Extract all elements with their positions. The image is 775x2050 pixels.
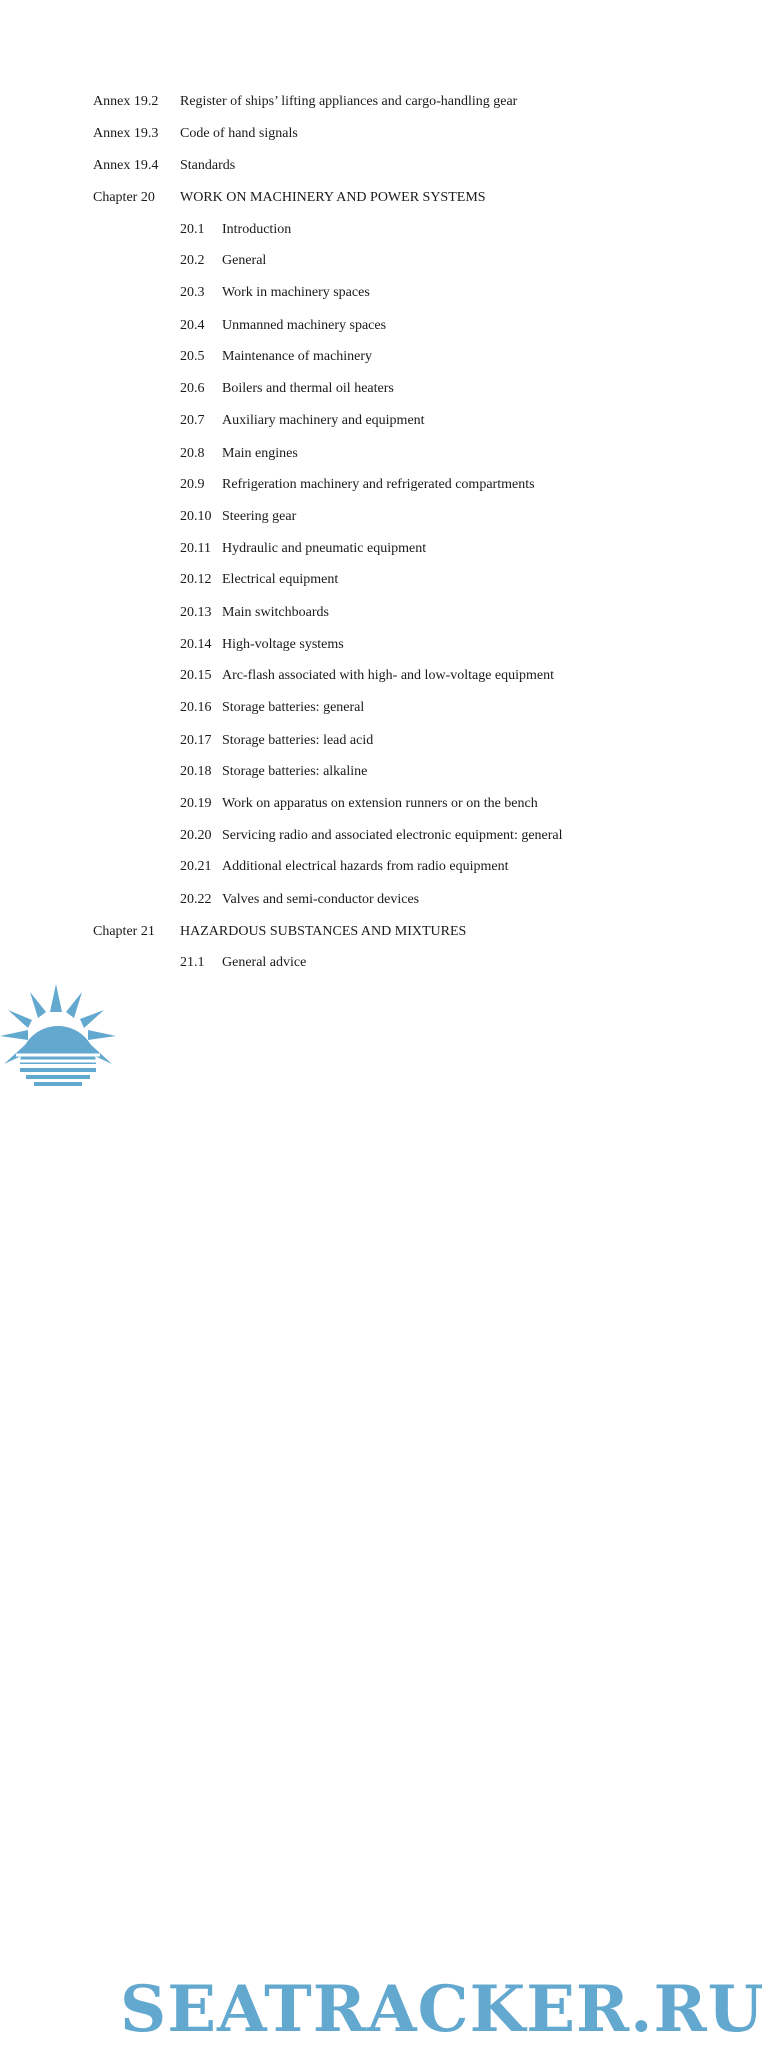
section-number: 20.3 xyxy=(180,285,205,300)
section-number: 20.10 xyxy=(180,509,212,524)
section-title: Valves and semi-conductor devices xyxy=(222,892,420,907)
section-number: 20.4 xyxy=(180,318,205,333)
entry-label: Annex 19.4 xyxy=(93,158,159,173)
section-title: Storage batteries: general xyxy=(222,700,365,715)
section-title: Work on apparatus on extension runners or on the bench xyxy=(222,796,538,811)
sun-logo-icon xyxy=(0,982,120,1095)
section-number: 20.21 xyxy=(180,859,212,874)
section-title: Servicing radio and associated electronic equipment: general xyxy=(222,828,563,843)
entry-title: Standards xyxy=(180,158,236,173)
section-title: Main switchboards xyxy=(222,605,329,620)
entry-label: Annex 19.3 xyxy=(93,126,159,141)
section-title: General advice xyxy=(222,955,307,970)
section-number: 20.2 xyxy=(180,253,205,268)
section-number: 20.12 xyxy=(180,572,212,587)
section-number: 20.1 xyxy=(180,222,205,237)
section-number: 20.11 xyxy=(180,541,211,556)
section-number: 20.9 xyxy=(180,477,205,492)
section-title: Work in machinery spaces xyxy=(222,285,370,300)
section-number: 21.1 xyxy=(180,955,205,970)
entry-title: Register of ships’ lifting appliances and cargo-handling gear xyxy=(180,94,518,109)
watermark-text: SEATRACKER.RU xyxy=(120,1972,765,2047)
section-title: Additional electrical hazards from radio equipment xyxy=(222,859,509,874)
section-number: 20.20 xyxy=(180,828,212,843)
entry-label: Annex 19.2 xyxy=(93,94,159,109)
section-title: Refrigeration machinery and refrigerated compartments xyxy=(222,477,535,492)
section-title: Electrical equipment xyxy=(222,572,339,587)
section-number: 20.19 xyxy=(180,796,212,811)
entry-label: Chapter 20 xyxy=(93,190,155,205)
section-number: 20.18 xyxy=(180,764,212,779)
section-title: Main engines xyxy=(222,446,298,461)
section-number: 20.13 xyxy=(180,605,212,620)
section-title: Maintenance of machinery xyxy=(222,349,373,364)
section-title: Introduction xyxy=(222,222,292,237)
section-number: 20.8 xyxy=(180,446,205,461)
watermark-banner xyxy=(0,982,775,2047)
section-title: General xyxy=(222,253,267,268)
entry-title: WORK ON MACHINERY AND POWER SYSTEMS xyxy=(180,190,486,205)
section-number: 20.17 xyxy=(180,733,212,748)
entry-title: Code of hand signals xyxy=(180,126,298,141)
section-title: Unmanned machinery spaces xyxy=(222,318,387,333)
section-title: Hydraulic and pneumatic equipment xyxy=(222,541,427,556)
section-title: High-voltage systems xyxy=(222,637,344,652)
section-title: Arc-flash associated with high- and low-voltage equipment xyxy=(222,668,555,683)
entry-title: HAZARDOUS SUBSTANCES AND MIXTURES xyxy=(180,924,467,939)
section-number: 20.14 xyxy=(180,637,212,652)
section-title: Storage batteries: alkaline xyxy=(222,764,368,779)
section-title: Storage batteries: lead acid xyxy=(222,733,374,748)
section-number: 20.15 xyxy=(180,668,212,683)
section-number: 20.6 xyxy=(180,381,205,396)
section-number: 20.16 xyxy=(180,700,212,715)
section-number: 20.22 xyxy=(180,892,212,907)
entry-label: Chapter 21 xyxy=(93,924,155,939)
section-title: Boilers and thermal oil heaters xyxy=(222,381,394,396)
section-number: 20.5 xyxy=(180,349,205,364)
section-number: 20.7 xyxy=(180,413,205,428)
section-title: Auxiliary machinery and equipment xyxy=(222,413,425,428)
section-title: Steering gear xyxy=(222,509,297,524)
